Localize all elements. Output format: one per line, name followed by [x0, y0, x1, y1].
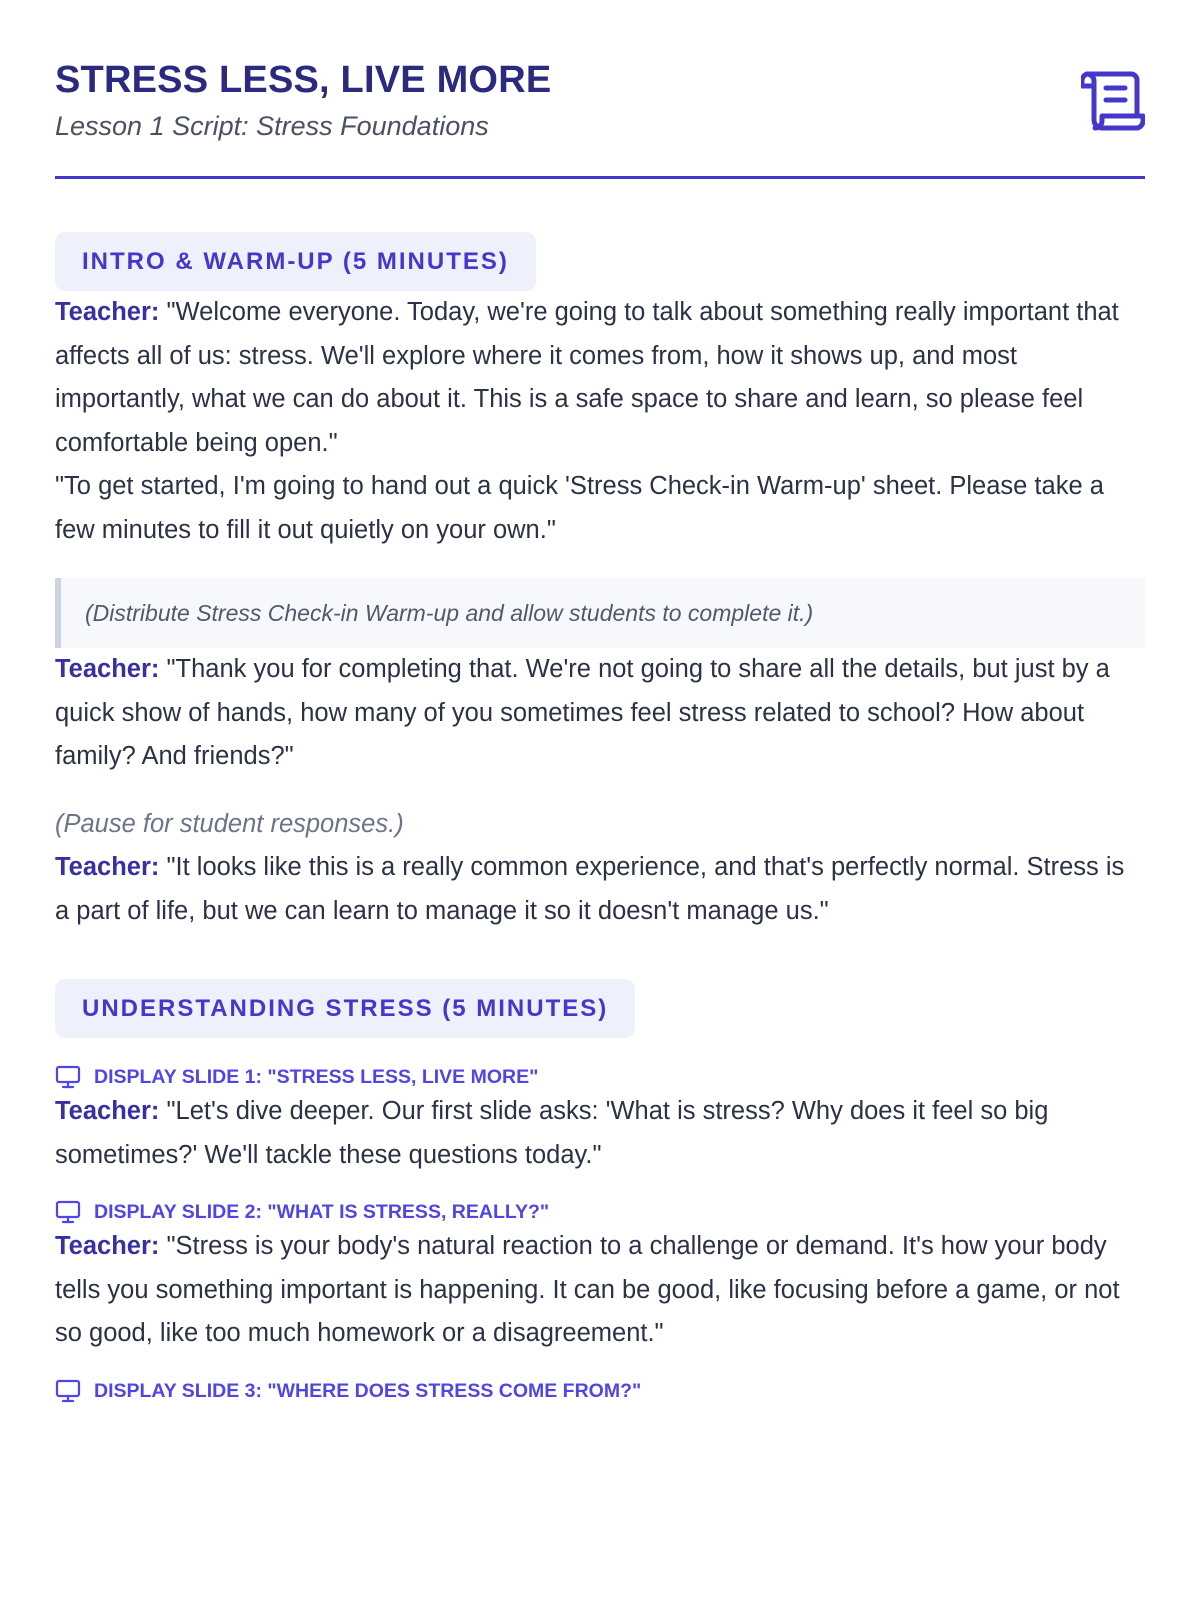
speaker-label: Teacher: [55, 298, 160, 326]
speaker-label: Teacher: [55, 853, 160, 881]
teacher-line-text: "It looks like this is a really common experience, and that's perfectly normal. Stress is a part of life, but we can learn to manage it so it doesn't manage us." [55, 853, 1125, 925]
monitor-icon [55, 1378, 81, 1404]
section-heading-intro: INTRO & WARM-UP (5 MINUTES) [55, 232, 536, 291]
slide-cue-1 [55, 1064, 1145, 1090]
teacher-line-text: "Stress is your body's natural reaction to a challenge or demand. It's how your body tells you something important is happening. It can be good, like focusing before a game, or not so good, like too much homework or a disagreement." [55, 1232, 1120, 1347]
slide-cue-label: DISPLAY SLIDE 2: "WHAT IS STRESS, REALLY?" [94, 1201, 550, 1223]
teacher-line [55, 648, 1145, 779]
monitor-icon [55, 1199, 81, 1225]
teacher-line-text: "Thank you for completing that. We're not going to share all the details, but just by a quick show of hands, how many of you sometimes feel stress related to school? How about family? And friends?" [55, 655, 1110, 770]
page-header [55, 0, 1145, 179]
teacher-line [55, 1090, 1145, 1177]
teacher-line-text: "Let's dive deeper. Our first slide asks: 'What is stress? Why does it feel so big sometimes?' We'll tackle these questions today." [55, 1097, 1049, 1169]
slide-cue-3 [55, 1378, 1145, 1404]
teacher-line [55, 1225, 1145, 1356]
page-title: STRESS LESS, LIVE MORE [55, 59, 552, 101]
page-subtitle: Lesson 1 Script: Stress Foundations [55, 111, 489, 141]
teacher-line [55, 291, 1145, 465]
speaker-label: Teacher: [55, 1097, 160, 1125]
slide-cue-2 [55, 1199, 1145, 1225]
teacher-line-continued: "To get started, I'm going to hand out a quick 'Stress Check-in Warm-up' sheet. Please take a few minutes to fill it out quietly on your own." [55, 472, 1104, 544]
monitor-icon [55, 1064, 81, 1090]
stage-direction-note: (Distribute Stress Check-in Warm-up and allow students to complete it.) [55, 578, 1145, 648]
pause-direction: (Pause for student responses.) [55, 809, 404, 838]
slide-cue-label: DISPLAY SLIDE 3: "WHERE DOES STRESS COME FROM?" [94, 1379, 642, 1402]
speaker-label: Teacher: [55, 655, 160, 683]
speaker-label: Teacher: [55, 1232, 160, 1260]
teacher-line-text: "Welcome everyone. Today, we're going to talk about something really important that affects all of us: stress. We'll explore where it comes from, how it shows up, and most importantly, what we can do about it. This is a safe space to share and learn, so please feel comfortable being open." [55, 298, 1119, 457]
slide-cue-label: DISPLAY SLIDE 1: "STRESS LESS, LIVE MORE" [94, 1066, 539, 1088]
teacher-line [55, 846, 1145, 933]
scroll-icon [1081, 70, 1145, 132]
section-heading-understanding: UNDERSTANDING STRESS (5 MINUTES) [55, 979, 635, 1038]
